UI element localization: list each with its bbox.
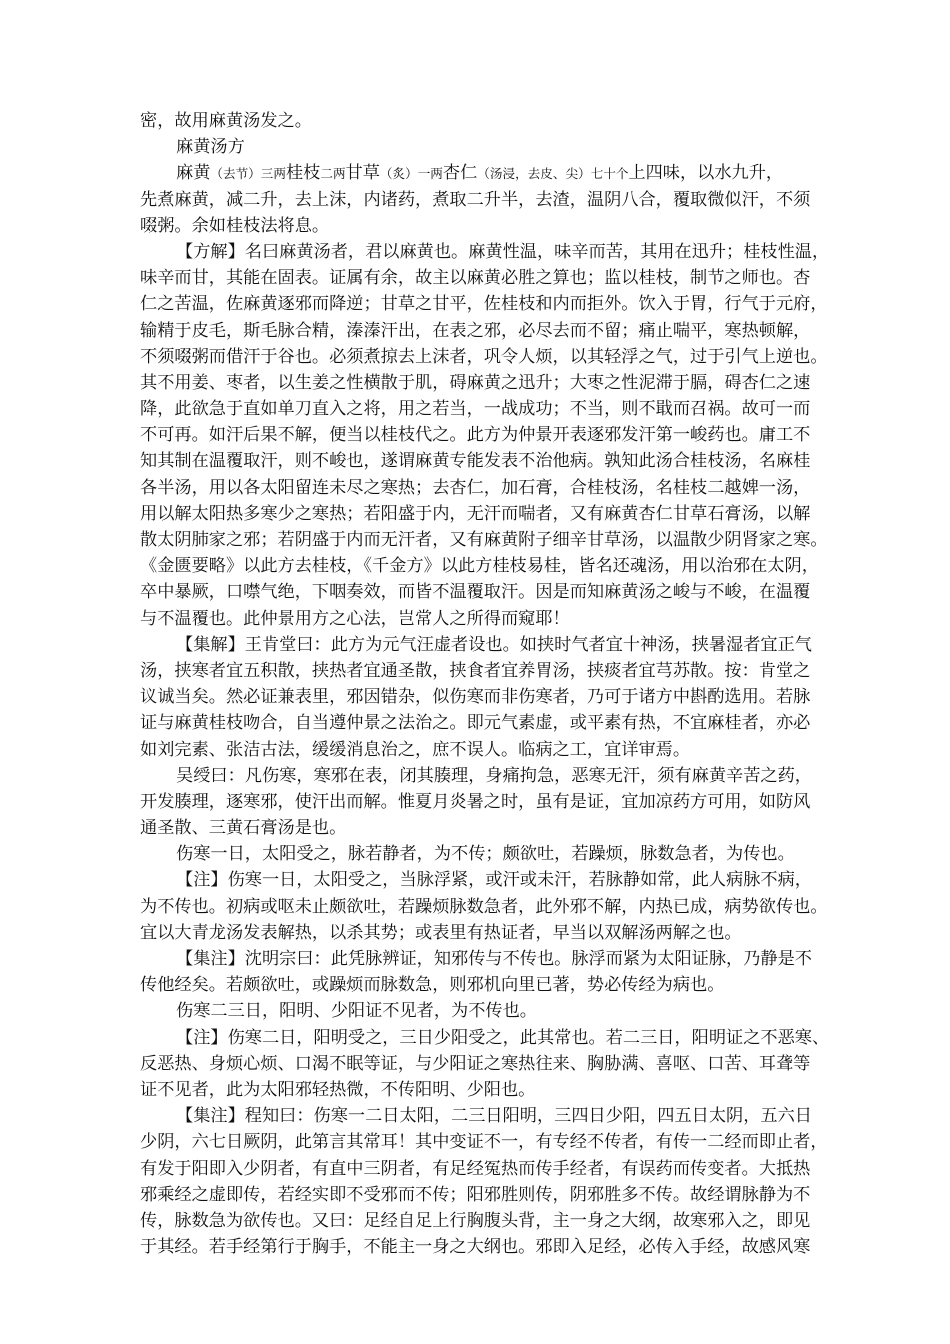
text-line: 有发于阳即入少阴者，有直中三阴者，有足经冤热而传手经者，有误药而传变者。大抵热 <box>140 1158 811 1179</box>
dosage-note: （去节）三两 <box>210 166 286 182</box>
text-line: 卒中暴厥，口噤气绝，下咽奏效，而皆不温覆取汗。因是而知麻黄汤之峻与不峻，在温覆 <box>140 582 811 603</box>
text-line: 仁之苦温，佐麻黄逐邪而降逆；甘草之甘平，佐桂枝和内而拒外。饮入于胃，行气于元府， <box>140 294 828 315</box>
text-line: 输精于皮毛，斯毛脉合精，溱溱汗出，在表之邪，必尽去而不留；痛止喘平，寒热顿解， <box>140 320 811 341</box>
text-line: 《金匮要略》以此方去桂枝，《千金方》以此方桂枝易桂，皆名还魂汤，用以治邪在太阴， <box>140 556 819 577</box>
text-line: 汤，挟寒者宜五积散，挟热者宜通圣散，挟食者宜养胃汤，挟痰者宜芎苏散。按：肯堂之 <box>140 660 811 681</box>
text-line: 开发腠理，逐寒邪，使汗出而解。惟夏月炎暑之时，虽有是证，宜加凉药方可用，如防风 <box>140 791 811 812</box>
text-line: 为不传也。初病或呕未止颇欲吐，若躁烦脉数急者，此外邪不解，内热已成，病势欲传也。 <box>140 896 828 917</box>
ingredient-text: 甘草 <box>345 163 380 184</box>
ingredient-text: 上四味，以水九升， <box>628 163 784 184</box>
text-line: 知其制在温覆取汗，则不峻也，遂谓麻黄专能发表不治他病。孰知此汤合桂枝汤，名麻桂 <box>140 451 811 472</box>
text-line: 【注】伤寒一日，太阳受之，当脉浮紧，或汗或未汗，若脉静如常，此人病脉不病， <box>176 870 812 891</box>
text-line: 议诚当矣。然必证兼表里，邪因错杂，似伤寒而非伤寒者，乃可于诸方中斟酌选用。若脉 <box>140 687 811 708</box>
text-line: 伤寒二三日，阳明、少阳证不见者，为不传也。 <box>176 1001 537 1022</box>
text-line: 降，此欲急于直如单刀直入之将，用之若当，一战成功；不当，则不戢而召祸。故可一而 <box>140 399 811 420</box>
dosage-note: 二两 <box>320 166 346 182</box>
text-line: 通圣散、三黄石膏汤是也。 <box>140 818 347 839</box>
text-line: 不须啜粥而借汗于谷也。必须煮掠去上沫者，巩令人烦，以其轻浮之气，过于引气上逆也。 <box>140 346 828 367</box>
ingredient-text: 桂枝 <box>285 163 321 184</box>
text-line: 其不用姜、枣者，以生姜之性横散于肌，碍麻黄之迅升；大枣之性泥滞于膈，碍杏仁之速 <box>140 372 811 393</box>
ingredient-text: 麻黄 <box>176 163 211 184</box>
text-line: 麻黄汤方 <box>176 137 245 158</box>
document-page <box>140 108 834 1260</box>
text-line: 【集注】程知曰：伤寒一二日太阳，二三日阳明，三四日少阳，四五日太阴，五六日 <box>176 1106 812 1127</box>
text-line: 少阴，六七日厥阴，此第言其常耳！其中变证不一，有专经不传者，有传一二经而即止者， <box>140 1132 828 1153</box>
text-line: 宜以大青龙汤发表解热，以杀其势；或表里有热证者，早当以双解汤两解之也。 <box>140 922 742 943</box>
text-line: 反恶热、身烦心烦、口渴不眠等证，与少阳证之寒热往来、胸胁满、喜呕、口苦、耳聋等 <box>140 1053 811 1074</box>
text-line: 味辛而甘，其能在固表。证属有余，故主以麻黄必胜之算也；监以桂枝，制节之师也。杏 <box>140 268 811 289</box>
text-line: 证与麻黄桂枝吻合，自当遵仲景之法治之。即元气素虚，或平素有热，不宜麻桂者，亦必 <box>140 713 811 734</box>
text-line: 证不见者，此为太阳邪轻热微，不传阳明、少阳也。 <box>140 1079 536 1100</box>
ingredient-text: 杏仁 <box>442 163 478 184</box>
text-line: 吴绶曰：凡伤寒，寒邪在表，闭其腠理，身痛拘急，恶寒无汗，须有麻黄辛苦之药， <box>176 765 812 786</box>
text-line: 邪乘经之虚即传，若经实即不受邪而不传；阳邪胜则传，阴邪胜多不传。故经谓脉静为不 <box>140 1184 811 1205</box>
text-line: 【注】伤寒二日，阳明受之，三日少阳受之，此其常也。若二三日，阳明证之不恶寒、 <box>176 1027 830 1048</box>
dosage-note: （炙）一两 <box>379 166 443 182</box>
text-line: 如刘完素、张洁古法，缓缓消息治之，庶不误人。临病之工，宜详审焉。 <box>140 739 691 760</box>
text-line: 【集注】沈明宗曰：此凭脉辨证，知邪传与不传也。脉浮而紧为太阳证脉，乃静是不 <box>176 949 812 969</box>
text-line: 与不温覆也。此仲景用方之心法，岂常人之所得而窥耶！ <box>140 608 570 629</box>
text-line: 【方解】名曰麻黄汤者，君以麻黄也。麻黄性温，味辛而苦，其用在迅升；桂枝性温， <box>176 241 830 262</box>
text-line: 传他经矣。若颇欲吐，或躁烦而脉数急，则邪机向里已著，势必传经为病也。 <box>140 975 725 996</box>
text-line: 于其经。若手经第行于胸手，不能主一身之大纲也。邪即入足经，必传入手经，故感风寒 <box>140 1237 811 1258</box>
text-line: 【集解】王肯堂曰：此方为元气汪虚者设也。如挟时气者宜十神汤，挟暑湿者宜正气 <box>176 634 812 655</box>
text-line: 密，故用麻黄汤发之。 <box>140 111 312 131</box>
text-line: 先煮麻黄，减二升，去上沫，内诸药，煮取二升半，去渣，温阴八合，覆取微似汗，不须 <box>140 189 811 210</box>
text-line: 散太阴肺家之邪；若阴盛于内而无汗者，又有麻黄附子细辛甘草汤，以温散少阴肾家之寒。 <box>140 530 828 550</box>
dosage-note: （汤浸，去皮、尖）七十个 <box>477 166 629 182</box>
text-line: 啜粥。余如桂枝法将息。 <box>140 215 330 236</box>
text-line: 用以解太阳热多寒少之寒热；若阳盛于内，无汗而喘者，又有麻黄杏仁甘草石膏汤，以解 <box>140 503 811 524</box>
text-line: 不可再。如汗后果不解，便当以桂枝代之。此方为仲景开表逐邪发汗第一峻药也。庸工不 <box>140 425 811 446</box>
text-line: 各半汤，用以各太阳留连未尽之寒热；去杏仁，加石膏，合桂枝汤，名桂枝二越婢一汤， <box>140 477 811 498</box>
text-line: 伤寒一日，太阳受之，脉若静者，为不传；颇欲吐，若躁烦，脉数急者，为传也。 <box>176 844 795 865</box>
text-line: 传，脉数急为欲传也。又曰：足经自足上行胸腹头背，主一身之大纲，故寒邪入之，即见 <box>140 1210 811 1231</box>
formula-line <box>140 160 834 186</box>
